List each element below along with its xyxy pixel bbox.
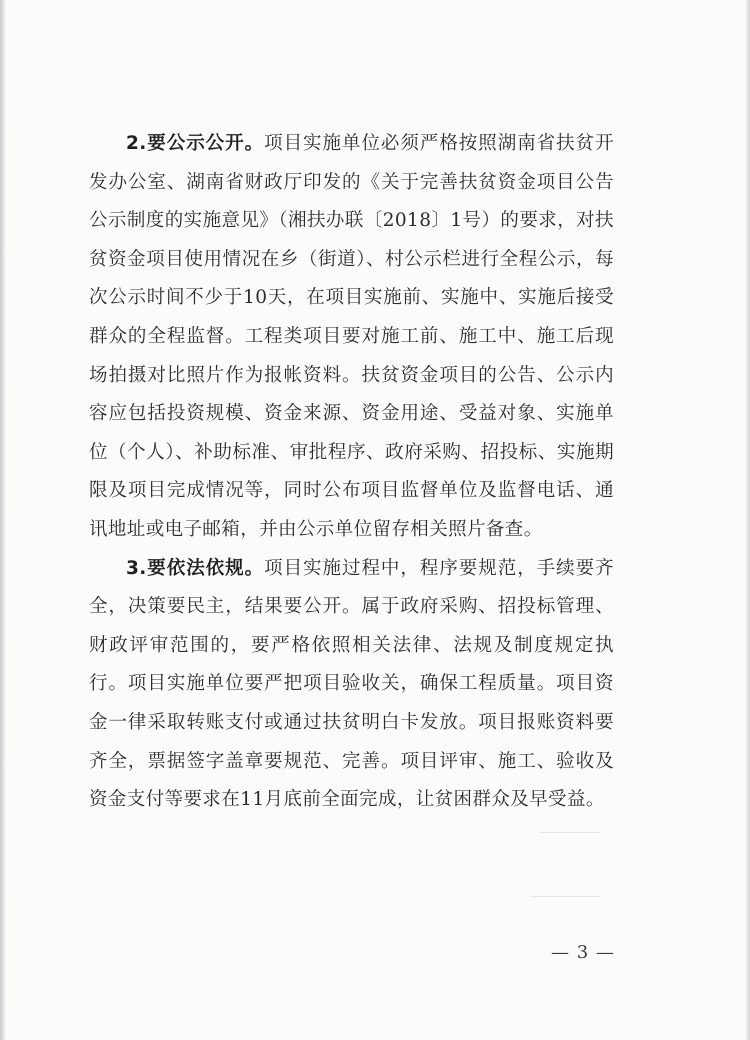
paragraph-public-disclosure [89, 125, 614, 550]
page-number: — 3 — [551, 942, 615, 963]
paragraph-lead: 2.要公示公开。 [126, 133, 265, 154]
document-body [89, 125, 614, 820]
paragraph-lead: 3.要依法依规。 [126, 557, 265, 579]
scan-artifact-line [540, 832, 600, 833]
paragraph-text: 项目实施过程中，程序要规范，手续要齐全，决策要民主，结果要公开。属于政府采购、招投标管理、财政评审范围的，要严格依照相关法律、法规及制度规定执行。项目实施单位要严把项目验收关，确保工程质量。项目资金一律采取转账支付或通过扶贫明白卡发放。项目报账资料要齐全，票据签字盖章要规范、完善。项目评审、施工、验收及资金支付等要求在11月底前全面完成，让贫困群众及早受益。 [89, 557, 614, 811]
scan-artifact-line [530, 896, 600, 897]
paragraph-text: 项目实施单位必须严格按照湖南省扶贫开发办公室、湖南省财政厅印发的《关于完善扶贫资金项目公告公示制度的实施意见》（湘扶办联〔2018〕1号）的要求，对扶贫资金项目使用情况在乡（街道）、村公示栏进行全程公示，每次公示时间不少于10天，在项目实施前、实施中、实施后接受群众的全程监督。工程类项目要对施工前、施工中、施工后现场拍摄对比照片作为报帐资料。扶贫资金项目的公告、公示内容应包括投资规模、资金来源、资金用途、受益对象、实施单位（个人）、补助标准、审批程序、政府采购、招投标、实施期限及项目完成情况等，同时公布项目监督单位及监督电话、通讯地址或电子邮箱，并由公示单位留存相关照片备查。 [89, 133, 614, 540]
paragraph-legal-compliance [89, 550, 614, 820]
